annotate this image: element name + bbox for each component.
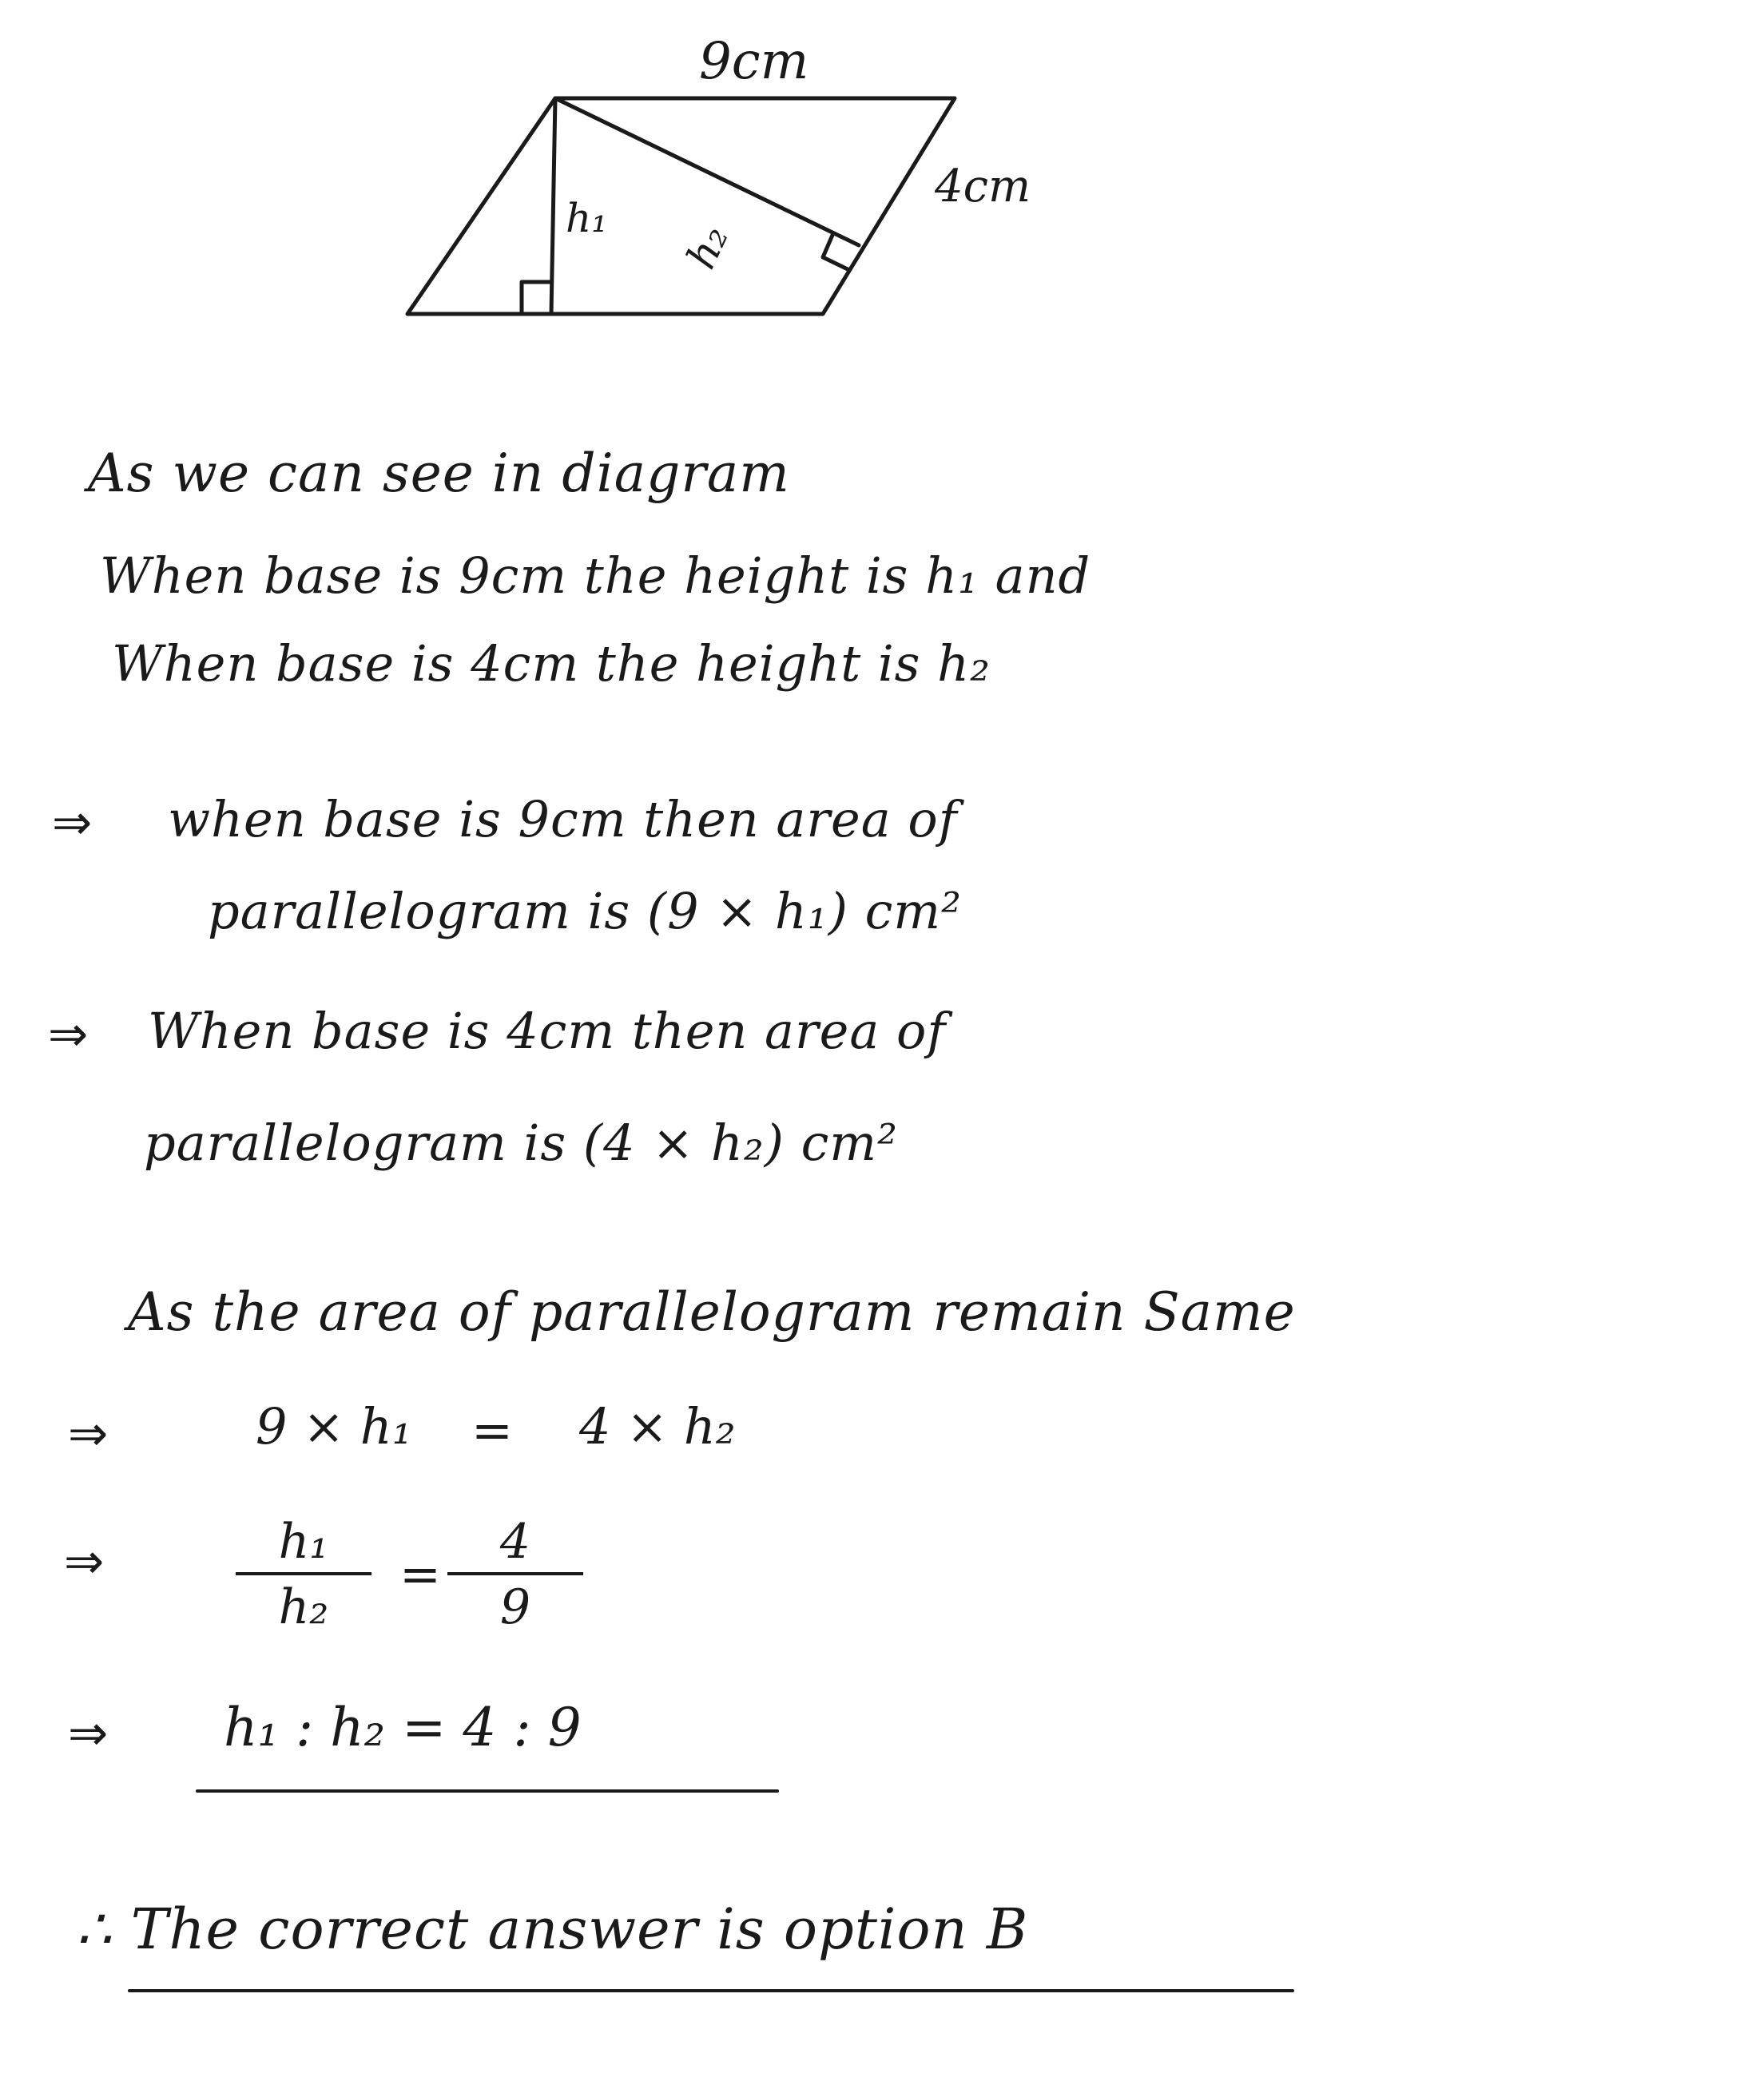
implies-arrow-5: ⇒ [68, 1706, 109, 1761]
fraction-numerator-h1: h₁ [278, 1514, 329, 1570]
fraction-denominator-9: 9 [499, 1579, 531, 1635]
h1-label: h₁ [566, 195, 608, 241]
area-base-9-line-b: parallelogram is (9 × h₁) cm² [208, 882, 962, 940]
base-9-height-line: When base is 9cm the height is h₁ and [100, 546, 1091, 605]
area-base-4-line-b: parallelogram is (4 × h₂) cm² [144, 1114, 898, 1172]
fraction-4-over-9 [447, 1514, 583, 1635]
parallelogram-shape [407, 98, 955, 314]
ratio-underline [196, 1789, 779, 1793]
h2-label: h₂ [677, 218, 737, 276]
implies-arrow-3: ⇒ [68, 1406, 109, 1462]
right-angle-marker-h1 [522, 282, 551, 314]
area-base-4-line-a: When base is 4cm then area of [148, 1002, 947, 1060]
fraction-equals: = [399, 1545, 441, 1603]
fraction-numerator-4: 4 [499, 1514, 531, 1570]
implies-arrow-2: ⇒ [48, 1007, 89, 1062]
area-base-9-line-a: when base is 9cm then area of [168, 790, 958, 848]
intro-line: As we can see in diagram [88, 443, 790, 504]
ratio-result: h₁ : h₂ = 4 : 9 [224, 1697, 582, 1758]
area-same-line: As the area of parallelogram remain Same [128, 1281, 1296, 1343]
fraction-denominator-h2: h₂ [278, 1579, 329, 1635]
top-side-label: 9cm [699, 32, 809, 91]
parallelogram-diagram [0, 0, 1764, 399]
conclusion-underline [128, 1989, 1294, 1992]
equation-right: 4 × h₂ [579, 1397, 736, 1455]
equation-equals: = [471, 1401, 513, 1459]
base-4-height-line: When base is 4cm the height is h₂ [112, 634, 991, 693]
implies-arrow-4: ⇒ [64, 1534, 105, 1590]
implies-arrow-1: ⇒ [52, 795, 93, 851]
fraction-h1-over-h2 [236, 1514, 371, 1635]
slant-side-label: 4cm [935, 161, 1031, 212]
conclusion-line: ∴ The correct answer is option B [76, 1896, 1029, 1962]
equation-left: 9 × h₁ [256, 1397, 412, 1455]
